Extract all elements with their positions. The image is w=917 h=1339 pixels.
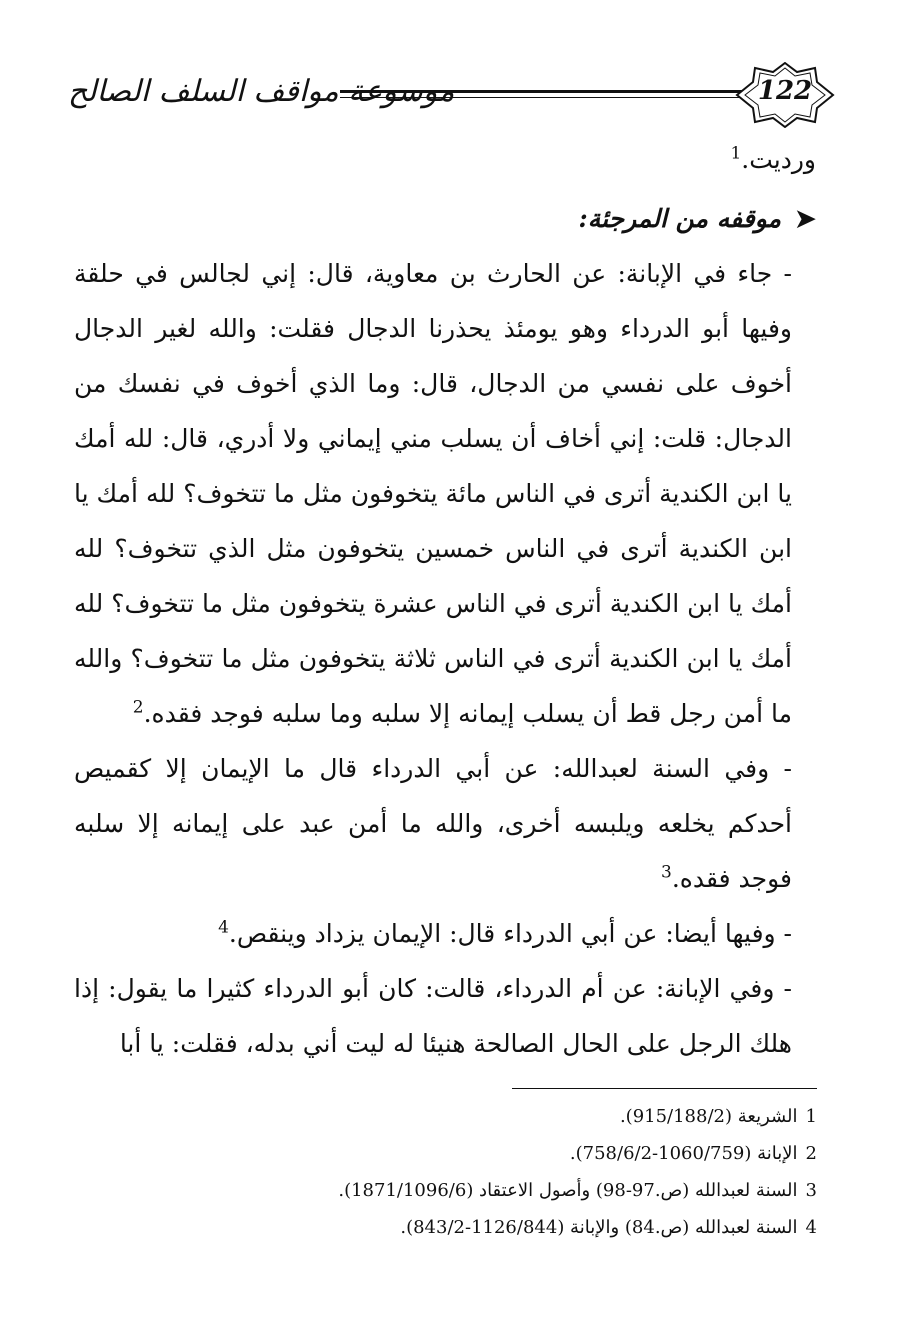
- footnote: [60, 1098, 817, 1135]
- footnotes: [60, 1098, 817, 1246]
- footnote-number: 2: [805, 1143, 817, 1164]
- page-number-badge: [735, 62, 835, 128]
- footnote-ref: 4: [218, 917, 229, 938]
- paragraph: - وفي السنة لعبدالله: عن أبي الدرداء قال ما الإيمان إلا كقميص أحدكم يخلعه ويلبسه أخرى، والله ما أمن عبد على إيمانه إلا سلبه فوجد فقده.$^3$: [74, 754, 792, 893]
- footnote-text: الإبانة (1060/759-758/6/2).: [569, 1143, 798, 1164]
- footnote: [60, 1135, 817, 1172]
- footnote-ref: 1: [730, 143, 742, 164]
- paragraph: - وفيها أيضا: عن أبي الدرداء قال: الإيمان يزداد وينقص.$^4$: [218, 917, 792, 948]
- section-heading: ➤موقفه من المرجئة:: [74, 191, 816, 246]
- footnote-text: السنة لعبدالله (ص.84) والإبانة (1126/844-843/2).: [400, 1217, 798, 1238]
- arrow-pointer-icon: ➤: [795, 204, 816, 233]
- footnote-ref: 2: [132, 697, 144, 718]
- footnote-number: 1: [805, 1106, 817, 1127]
- footnote-text: الشريعة (915/188/2).: [619, 1106, 798, 1127]
- header-rule: [340, 90, 745, 98]
- footnote-number: 3: [805, 1180, 817, 1201]
- footnote-separator: [512, 1088, 817, 1089]
- footnote-ref: 3: [661, 862, 672, 883]
- paragraph: - وفي الإبانة: عن أم الدرداء، قالت: كان أبو الدرداء كثيرا ما يقول: إذا هلك الرجل على الحال الصالحة هنيئا له ليت أني بدله، فقلت: يا أبا: [74, 974, 792, 1058]
- book-title: موسوعة مواقف السلف الصالح: [68, 74, 455, 109]
- footnote: [60, 1172, 817, 1209]
- continuation-line: ورديت.$^1$: [730, 143, 816, 174]
- page-number: 122: [757, 76, 813, 106]
- main-text: [74, 132, 816, 1071]
- footnote: [60, 1209, 817, 1246]
- page-header: [40, 62, 840, 132]
- footnote-text: السنة لعبدالله (ص.97-98) وأصول الاعتقاد (1871/1096/6).: [338, 1180, 798, 1201]
- paragraph: - جاء في الإبانة: عن الحارث بن معاوية، قال: إني لجالس في حلقة وفيها أبو الدرداء وهو يومئذ يحذرنا الدجال فقلت: والله لغير الدجال أخوف على نفسي من الدجال، قال: وما الذي أخوف في نفسك من الدجال: قلت: إني أخاف أن يسلب مني إيماني ولا أدري، قال: لله أمك يا ابن الكندية أترى في الناس مائة يتخوفون مثل ما تتخوف؟ لله أمك يا ابن الكندية أترى في الناس خمسين يتخوفون مثل الذي تتخوف؟ لله أمك يا ابن الكندية أترى في الناس عشرة يتخوفون مثل ما تتخوف؟ لله أمك يا ابن الكندية أترى في الناس ثلاثة يتخوفون مثل ما تتخوف؟ والله ما أمن رجل قط أن يسلب إيمانه إلا سلبه وما سلبه فوجد فقده.$^2$: [74, 259, 792, 728]
- footnote-number: 4: [805, 1217, 817, 1238]
